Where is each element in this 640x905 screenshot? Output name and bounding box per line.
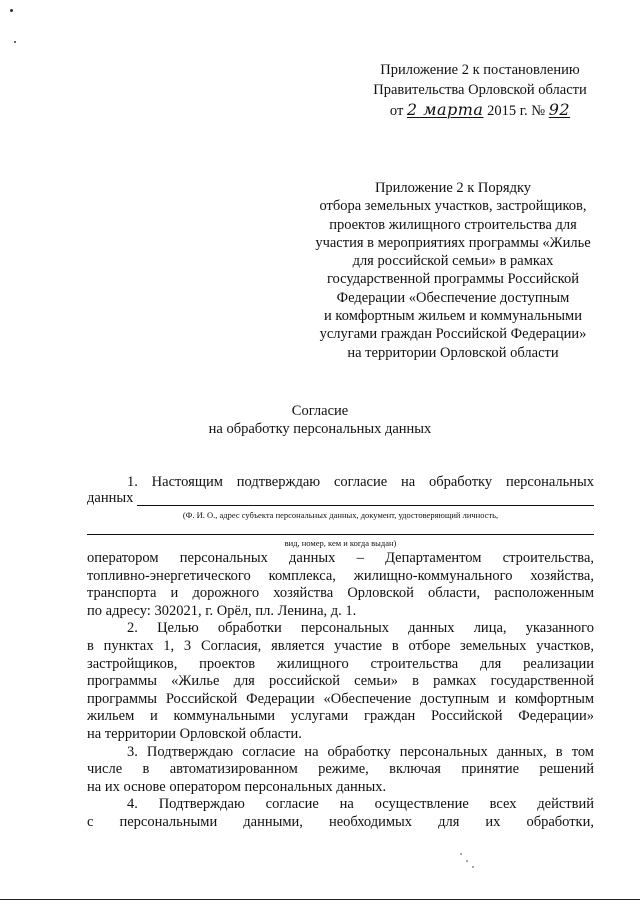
- paragraph-line: на территории Орловской области.: [87, 725, 302, 742]
- appendix-line: отбора земельных участков, застройщиков,: [319, 198, 587, 215]
- header-date-line: [330, 100, 630, 122]
- paragraph-line: оператором персональных данных – Департаментом строительства,: [87, 550, 594, 566]
- year-number-label: 2015 г. №: [487, 103, 546, 119]
- appendix-line: для российской семьи» в рамках: [352, 253, 554, 270]
- fill-caption-1: (Ф. И. О., адрес субъекта персональных данных, документ, удостоверяющий личность,: [182, 510, 499, 520]
- paragraph-line: по адресу: 302021, г. Орёл, пл. Ленина, д. 1.: [87, 602, 357, 619]
- scan-speck: [460, 853, 462, 855]
- appendix-line: участия в мероприятиях программы «Жилье: [315, 234, 591, 251]
- appendix-line: Приложение 2 к Порядку: [374, 180, 532, 196]
- paragraph-line: 4. Подтверждаю согласие на осуществление всех действий: [127, 796, 594, 813]
- appendix-header: [298, 179, 608, 362]
- appendix-line: государственной программы Российской: [326, 271, 580, 288]
- scan-speck: [472, 866, 474, 868]
- handwritten-date: 2 марта: [406, 100, 484, 119]
- appendix-line: Федерации «Обеспечение доступным: [336, 289, 570, 306]
- name-fill-row: [87, 490, 594, 508]
- paragraph-line: с персональными данными, необходимых для их обработки,: [87, 813, 594, 830]
- paragraph-line: 2. Целью обработки персональных данных лица, указанного: [127, 620, 594, 637]
- handwritten-number: 92: [548, 100, 571, 119]
- paragraph-line: программы Российской Федерации «Обеспечение доступным и комфортным: [87, 690, 594, 707]
- fill-in-line-2: [87, 534, 594, 535]
- title-line-1: Согласие: [291, 403, 349, 419]
- paragraph-1-intro: [87, 474, 594, 492]
- paragraph-line: топливно-энергетического комплекса, жилищно-коммунального хозяйства,: [87, 567, 594, 584]
- paragraph-line: в пунктах 1, 3 Согласия, является участие в отборе земельных участков,: [87, 637, 594, 654]
- paragraph-line: 1. Настоящим подтверждаю согласие на обработку персональных: [127, 474, 594, 490]
- appendix-line: проектов жилищного строительства для: [329, 216, 577, 233]
- fill-in-line: [137, 505, 594, 506]
- document-body: [87, 550, 594, 832]
- title-line-2: на обработку персональных данных: [208, 421, 432, 437]
- paragraph-line: программы «Жилье для российской семьи» в рамках государственной: [87, 673, 594, 690]
- scan-speck: [466, 860, 468, 862]
- date-prefix: от: [389, 103, 404, 119]
- document-title: [0, 402, 640, 438]
- fill-caption-2: вид, номер, кем и когда выдан): [284, 538, 397, 548]
- paragraph-line: 3. Подтверждаю согласие на обработку персональных данных, в том: [127, 743, 594, 760]
- resolution-header: [330, 61, 630, 122]
- appendix-line: на территории Орловской области: [347, 344, 559, 361]
- fill-label: данных: [87, 490, 134, 506]
- header-line-2: Правительства Орловской области: [373, 81, 587, 98]
- paragraph-line: на их основе оператором персональных данных.: [87, 778, 387, 795]
- appendix-line: услугами граждан Российской Федерации»: [319, 326, 587, 343]
- scan-speck: [14, 41, 16, 43]
- header-line-1: Приложение 2 к постановлению: [380, 62, 580, 78]
- scan-speck: [10, 9, 13, 12]
- paragraph-line: застройщиков, проектов жилищного строительства для реализации: [87, 655, 594, 672]
- appendix-line: и комфортным жильем и коммунальными: [324, 308, 582, 325]
- paragraph-line: числе в автоматизированном режиме, включая принятие решений: [87, 761, 594, 778]
- paragraph-line: транспорта и дорожного хозяйства Орловской области, расположенным: [87, 585, 594, 602]
- paragraph-line: жильем и коммунальными услугами граждан Российской Федерации»: [87, 708, 594, 725]
- scan-bottom-edge: [0, 899, 640, 900]
